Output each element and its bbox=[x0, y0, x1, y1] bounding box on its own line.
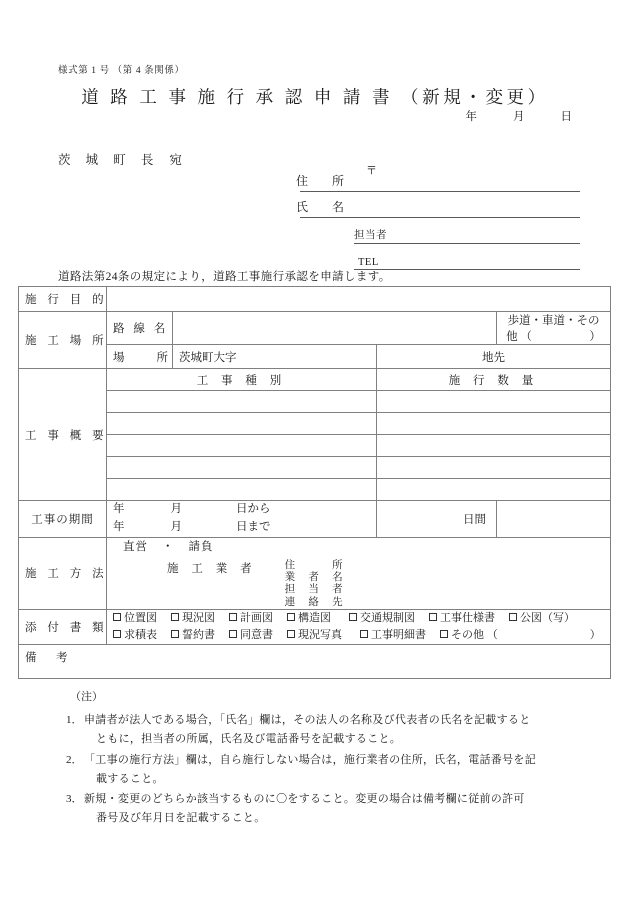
notes-section bbox=[58, 688, 618, 830]
form-code: 様式第 1 号 （第 4 条関係） bbox=[58, 66, 185, 76]
table-row bbox=[19, 391, 611, 413]
checkbox-item-current-state-map[interactable] bbox=[171, 610, 215, 627]
table-row bbox=[19, 479, 611, 501]
note-line: 「工事の施行方法」欄は，自ら施行しない場合は，施行業者の住所，氏名，電話番号を記 bbox=[84, 753, 536, 766]
note-line: 番号及び年月日を記載すること。 bbox=[96, 812, 266, 825]
overview-quantity-value[interactable] bbox=[377, 391, 611, 413]
method-contract-option[interactable]: 請負 bbox=[188, 540, 214, 553]
checkbox-item-traffic-control-map[interactable] bbox=[349, 610, 415, 627]
table-row-period bbox=[19, 501, 611, 538]
notes-title: （注） bbox=[70, 691, 103, 703]
checkbox-item-work-specification[interactable] bbox=[429, 610, 495, 627]
postal-code-mark: 〒 bbox=[366, 165, 378, 177]
checkbox-item-cadastral-map-copy[interactable] bbox=[509, 610, 575, 627]
note-item bbox=[58, 790, 618, 829]
attachments-row-1 bbox=[113, 610, 604, 627]
applicant-tel-label: TEL bbox=[358, 257, 379, 268]
checkbox-label: 同意書 bbox=[240, 629, 273, 642]
route-label: 路 線 名 bbox=[107, 312, 173, 345]
note-item bbox=[58, 751, 618, 790]
checkbox-icon[interactable] bbox=[229, 630, 237, 638]
checkbox-icon[interactable] bbox=[360, 630, 368, 638]
checkbox-icon[interactable] bbox=[113, 630, 121, 638]
method-direct-option[interactable]: 直営 bbox=[123, 540, 148, 553]
road-type-options[interactable]: 歩道・車道・その他 （ ） bbox=[497, 312, 611, 345]
checkbox-label: 現況写真 bbox=[298, 629, 342, 642]
overview-kind-value[interactable] bbox=[107, 479, 377, 501]
checkbox-item-plan-map[interactable] bbox=[229, 610, 273, 627]
checkbox-label: 公図（写） bbox=[520, 612, 575, 625]
overview-quantity-value[interactable] bbox=[377, 435, 611, 457]
note-line: 申請者が法人である場合，「氏名」欄は，その法人の名称及び代表者の氏名を記載すると bbox=[84, 714, 531, 726]
date-year-label: 年 bbox=[465, 111, 477, 123]
contractor-address-label: 住 所 bbox=[284, 559, 343, 571]
date-month-label: 月 bbox=[513, 111, 525, 123]
period-to-day: 日まで bbox=[236, 520, 271, 533]
table-row-attachments bbox=[19, 610, 611, 645]
checkbox-label: 現況図 bbox=[182, 612, 215, 625]
checkbox-label: 誓約書 bbox=[182, 629, 215, 642]
applicant-tel-row bbox=[296, 244, 576, 270]
route-value[interactable] bbox=[173, 312, 497, 345]
date-line bbox=[466, 108, 573, 124]
note-text bbox=[84, 751, 618, 790]
site-label: 施 工 場 所 bbox=[19, 312, 107, 369]
attachments-value[interactable] bbox=[107, 610, 611, 645]
checkbox-item-consent-form[interactable] bbox=[229, 627, 273, 644]
period-from-month: 月 bbox=[170, 503, 182, 515]
period-days-label: 日間 bbox=[377, 501, 497, 538]
overview-kind-value[interactable] bbox=[107, 435, 377, 457]
checkbox-label: その他 （ bbox=[451, 629, 498, 642]
contractor-tel-label: 連 絡 先 bbox=[284, 596, 343, 608]
purpose-value[interactable] bbox=[107, 287, 611, 312]
applicant-contact-label: 担当者 bbox=[354, 230, 387, 241]
purpose-label: 施 行 目 的 bbox=[19, 287, 107, 312]
checkbox-item-area-calculation[interactable] bbox=[113, 627, 157, 644]
overview-quantity-value[interactable] bbox=[377, 457, 611, 479]
checkbox-label: 計画図 bbox=[240, 612, 273, 625]
applicant-name-row bbox=[296, 192, 576, 218]
overview-kind-value[interactable] bbox=[107, 457, 377, 479]
checkbox-icon[interactable] bbox=[287, 630, 295, 638]
remarks-cell[interactable] bbox=[19, 645, 611, 679]
contractor-company-label: 業 者 名 bbox=[284, 572, 343, 583]
note-number: 1． bbox=[66, 714, 83, 726]
table-row-place bbox=[19, 345, 611, 369]
place-suffix: 地先 bbox=[377, 345, 611, 369]
checkbox-icon[interactable] bbox=[113, 613, 121, 621]
note-line: 載すること。 bbox=[96, 772, 164, 785]
checkbox-label: 求積表 bbox=[124, 629, 157, 642]
contractor-block bbox=[113, 560, 604, 610]
checkbox-item-structure-map[interactable] bbox=[287, 610, 331, 627]
checkbox-label: 交通規制図 bbox=[360, 612, 415, 625]
method-options[interactable] bbox=[113, 538, 604, 554]
table-row-route bbox=[19, 312, 611, 345]
other-close-paren: ） bbox=[589, 629, 601, 642]
overview-column-quantity: 施 行 数 量 bbox=[377, 369, 611, 391]
checkbox-label: 工事仕様書 bbox=[440, 612, 495, 625]
place-label: 場 所 bbox=[107, 345, 173, 369]
note-line: ともに，担当者の所属，氏名及び電話番号を記載すること。 bbox=[96, 733, 402, 746]
period-to-year: 年 bbox=[113, 520, 125, 533]
contractor-fields bbox=[285, 560, 343, 610]
checkbox-label: 位置図 bbox=[124, 612, 157, 625]
note-number: 3． bbox=[66, 793, 83, 805]
table-row-remarks bbox=[19, 645, 611, 679]
checkbox-icon[interactable] bbox=[171, 630, 179, 638]
remarks-label: 備 考 bbox=[25, 652, 72, 665]
note-line: 新規・変更のどちらか該当するものに〇をすること。変更の場合は備考欄に従前の許可 bbox=[84, 793, 525, 805]
page-title: 道 路 工 事 施 行 承 認 申 請 書 （新規・変更） bbox=[81, 87, 549, 107]
attachments-label: 添 付 書 類 bbox=[19, 610, 107, 645]
table-row-overview-header bbox=[19, 369, 611, 391]
method-separator: ・ bbox=[162, 540, 175, 553]
overview-label: 工 事 概 要 bbox=[19, 369, 107, 501]
period-label: 工事の期間 bbox=[19, 501, 107, 538]
checkbox-item-written-pledge[interactable] bbox=[171, 627, 215, 644]
addressee-name: 茨 城 町 長 bbox=[58, 153, 160, 167]
checkbox-label: 工事明細書 bbox=[371, 629, 426, 642]
addressee-suffix: 宛 bbox=[169, 153, 188, 167]
period-to-month: 月 bbox=[170, 520, 182, 533]
note-item bbox=[58, 711, 618, 750]
method-value[interactable] bbox=[107, 537, 611, 610]
checkbox-icon[interactable] bbox=[229, 613, 237, 621]
note-text bbox=[84, 790, 618, 829]
checkbox-icon[interactable] bbox=[509, 613, 517, 621]
applicant-block bbox=[296, 162, 576, 270]
applicant-name-label: 氏 名 bbox=[296, 200, 351, 214]
attachments-row-2 bbox=[113, 627, 604, 644]
overview-kind-value[interactable] bbox=[107, 391, 377, 413]
checkbox-icon[interactable] bbox=[429, 613, 437, 621]
overview-column-kind: 工 事 種 別 bbox=[107, 369, 377, 391]
checkbox-item-work-details[interactable] bbox=[360, 627, 426, 644]
checkbox-icon[interactable] bbox=[440, 630, 448, 638]
table-row-purpose bbox=[19, 287, 611, 312]
method-label: 施 工 方 法 bbox=[19, 537, 107, 610]
checkbox-icon[interactable] bbox=[287, 613, 295, 621]
overview-quantity-value[interactable] bbox=[377, 479, 611, 501]
place-value[interactable]: 茨城町大字 bbox=[173, 345, 377, 369]
checkbox-item-location-map[interactable] bbox=[113, 610, 157, 627]
checkbox-icon[interactable] bbox=[349, 613, 357, 621]
date-day-label: 日 bbox=[560, 111, 572, 123]
checkbox-item-other[interactable] bbox=[440, 627, 601, 644]
applicant-contact-row bbox=[296, 218, 576, 244]
contractor-contact-label: 担 当 者 bbox=[284, 584, 343, 596]
note-text bbox=[84, 711, 618, 750]
checkbox-label: 構造図 bbox=[298, 612, 331, 625]
period-from-day: 日から bbox=[236, 503, 271, 515]
checkbox-icon[interactable] bbox=[171, 613, 179, 621]
application-statement: 道路法第24条の規定により，道路工事施行承認を申請します。 bbox=[58, 271, 391, 283]
period-days-value[interactable] bbox=[497, 501, 611, 538]
applicant-address-row bbox=[296, 162, 576, 192]
overview-kind-value[interactable] bbox=[107, 413, 377, 435]
table-row-method bbox=[19, 537, 611, 610]
contractor-label: 施 工 業 者 bbox=[167, 562, 257, 575]
checkbox-item-current-photos[interactable] bbox=[287, 627, 342, 644]
overview-quantity-value[interactable] bbox=[377, 413, 611, 435]
period-value[interactable] bbox=[107, 501, 377, 538]
addressee bbox=[58, 150, 188, 168]
note-number: 2． bbox=[66, 753, 83, 766]
applicant-address-label: 住 所 bbox=[296, 174, 351, 188]
application-table bbox=[18, 286, 611, 679]
period-from-year: 年 bbox=[113, 503, 125, 515]
table-row bbox=[19, 457, 611, 479]
